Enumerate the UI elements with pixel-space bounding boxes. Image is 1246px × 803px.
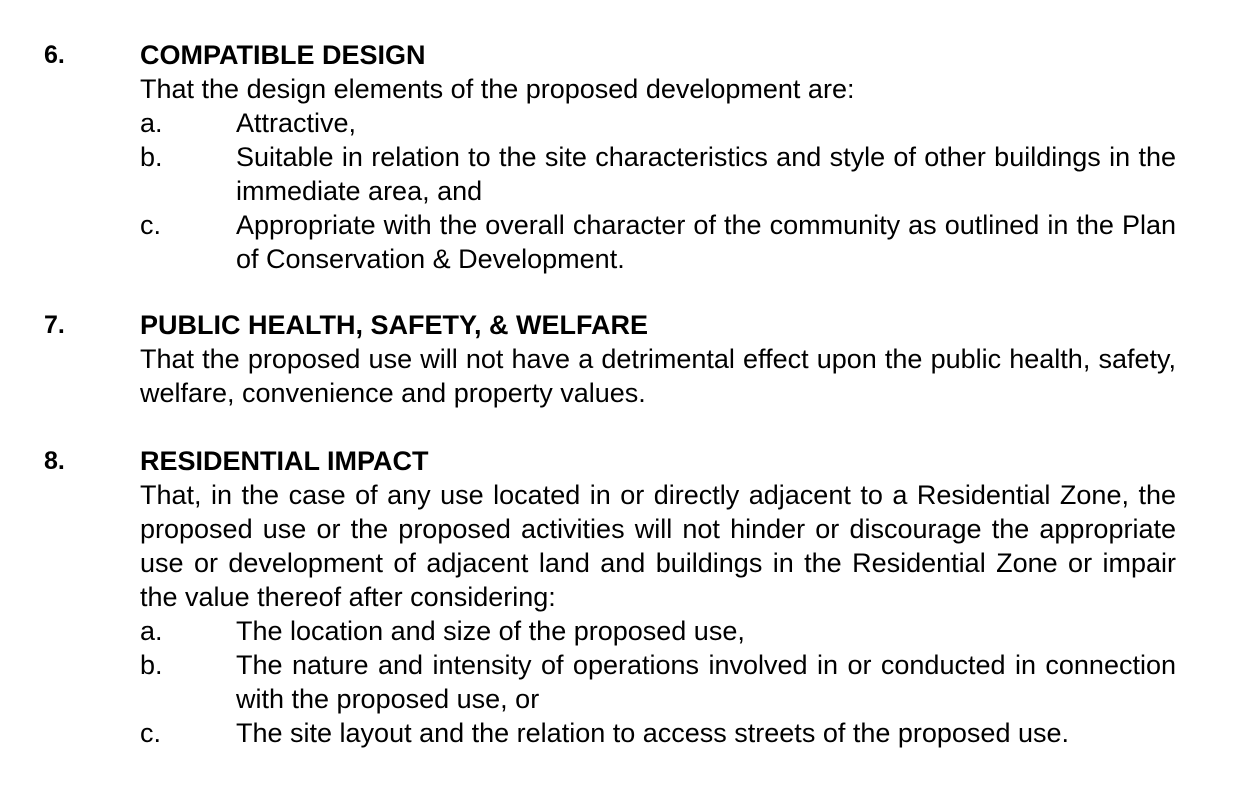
item-letter: c. [140,210,162,240]
list-item [140,208,1176,276]
list-item [140,106,1176,140]
list-item [140,648,1176,716]
list-item [140,614,1176,648]
section-title: PUBLIC HEALTH, SAFETY, & WELFARE [140,310,649,340]
item-text: Appropriate with the overall character of the community as outlined in the Plan of Conservation & Development. [236,210,1176,274]
item-text: The site layout and the relation to access streets of the proposed use. [236,718,1069,748]
section-body [140,308,1176,410]
section-number: 6. [44,41,65,69]
section-title: RESIDENTIAL IMPACT [140,446,429,476]
item-letter: a. [140,616,163,646]
item-text: The location and size of the proposed use, [236,616,745,646]
list-item [140,716,1176,750]
item-letter: c. [140,718,162,748]
section-body [140,444,1176,750]
item-text: Suitable in relation to the site characteristics and style of other buildings in the immediate area, and [236,142,1176,206]
item-letter: b. [140,650,163,680]
item-text: The nature and intensity of operations involved in or conducted in connection with the proposed use, or [236,650,1176,714]
section-title: COMPATIBLE DESIGN [140,40,426,70]
section-number: 8. [44,447,65,475]
item-text: Attractive, [236,108,357,138]
item-letter: b. [140,142,163,172]
section-number: 7. [44,311,65,339]
item-letter: a. [140,108,163,138]
section-body [140,38,1176,276]
section-intro: That, in the case of any use located in or directly adjacent to a Residential Zone, the proposed use or the proposed activities will not hinder or discourage the appropriate use or development of adjacent land and buildings in the Residential Zone or impair the value thereof after considering: [140,480,1176,612]
list-item [140,140,1176,208]
section-intro: That the design elements of the proposed development are: [140,74,855,104]
section-intro: That the proposed use will not have a detrimental effect upon the public health, safety, welfare, convenience and property values. [140,344,1176,408]
